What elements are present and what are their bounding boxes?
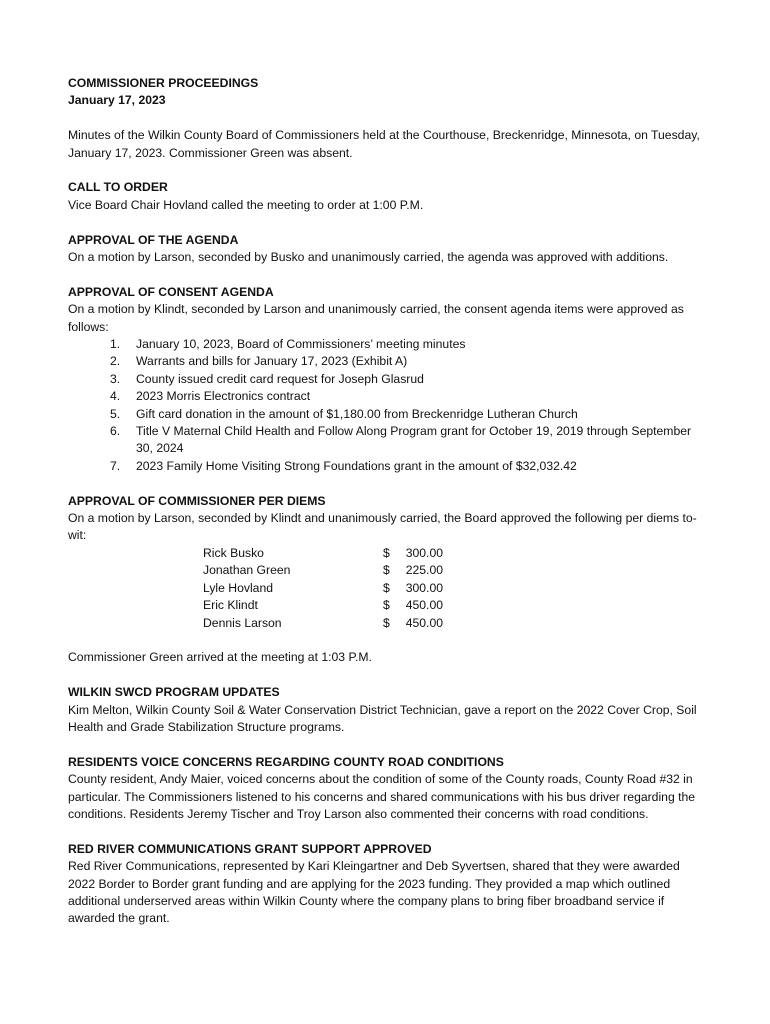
consent-agenda-text: On a motion by Klindt, seconded by Larson and unanimously carried, the consent agenda items were approved as follows: [68,302,684,334]
document-date: January 17, 2023 [68,93,166,108]
list-item: 5. Gift card donation in the amount of $1,180.00 from Breckenridge Lutheran Church [110,406,578,421]
call-to-order-heading: CALL TO ORDER [68,180,168,195]
red-river-heading: RED RIVER COMMUNICATIONS GRANT SUPPORT APPROVED [68,841,432,856]
table-row: Jonathan Green $ 225.00 [203,563,443,578]
per-diems-heading: APPROVAL OF COMMISSIONER PER DIEMS [68,493,326,508]
table-row: Eric Klindt $ 450.00 [203,598,443,613]
swcd-text: Kim Melton, Wilkin County Soil & Water Conservation District Technician, gave a report on the 2022 Cover Crop, Soil Health and Grade Stabilization Structure programs. [68,702,697,734]
red-river-text: Red River Communications, represented by Kari Kleingartner and Deb Syvertsen, shared that they were awarded 2022 Border to Border grant funding and are applying for the 2023 funding. They provided a map which outlined additional underserved areas within Wilkin County where the company plans to bring fiber broadband service if awarded the grant. [68,859,680,926]
list-item: 3. County issued credit card request for Joseph Glasrud [110,371,424,386]
table-row: Lyle Hovland $ 300.00 [203,580,443,595]
per-diems-table [203,545,708,632]
residents-heading: RESIDENTS VOICE CONCERNS REGARDING COUNTY ROAD CONDITIONS [68,754,504,769]
per-diems-text: On a motion by Larson, seconded by Klindt and unanimously carried, the Board approved the following per diems to-wit: [68,511,697,543]
list-item: 7. 2023 Family Home Visiting Strong Foundations grant in the amount of $32,032.42 [110,458,577,473]
call-to-order-text: Vice Board Chair Hovland called the meeting to order at 1:00 P.M. [68,197,424,212]
agenda-text: On a motion by Larson, seconded by Busko and unanimously carried, the agenda was approved with additions. [68,250,669,265]
consent-agenda-heading: APPROVAL OF CONSENT AGENDA [68,284,274,299]
agenda-heading: APPROVAL OF THE AGENDA [68,232,239,247]
intro-paragraph: Minutes of the Wilkin County Board of Commissioners held at the Courthouse, Breckenridge, Minnesota, on Tuesday, January 17, 2023. Commissioner Green was absent. [68,128,700,160]
arrival-note: Commissioner Green arrived at the meeting at 1:03 P.M. [68,650,372,665]
list-item: 6. Title V Maternal Child Health and Follow Along Program grant for October 19, 2019 through September 30, 2024 [110,424,692,456]
swcd-heading: WILKIN SWCD PROGRAM UPDATES [68,685,280,700]
list-item: 2. Warrants and bills for January 17, 2023 (Exhibit A) [110,354,408,369]
table-row: Rick Busko $ 300.00 [203,545,443,560]
table-row: Dennis Larson $ 450.00 [203,615,443,630]
consent-agenda-list [68,336,708,475]
list-item: 4. 2023 Morris Electronics contract [110,389,311,404]
document-body [68,75,708,928]
document-title: COMMISSIONER PROCEEDINGS [68,76,259,90]
residents-text: County resident, Andy Maier, voiced concerns about the condition of some of the County roads, County Road #32 in particular. The Commissioners listened to his concerns and shared communications with his bus driver regarding the conditions. Residents Jeremy Tischer and Troy Larson also commented their concerns with road conditions. [68,772,696,821]
list-item: 1. January 10, 2023, Board of Commissioners’ meeting minutes [110,337,466,352]
